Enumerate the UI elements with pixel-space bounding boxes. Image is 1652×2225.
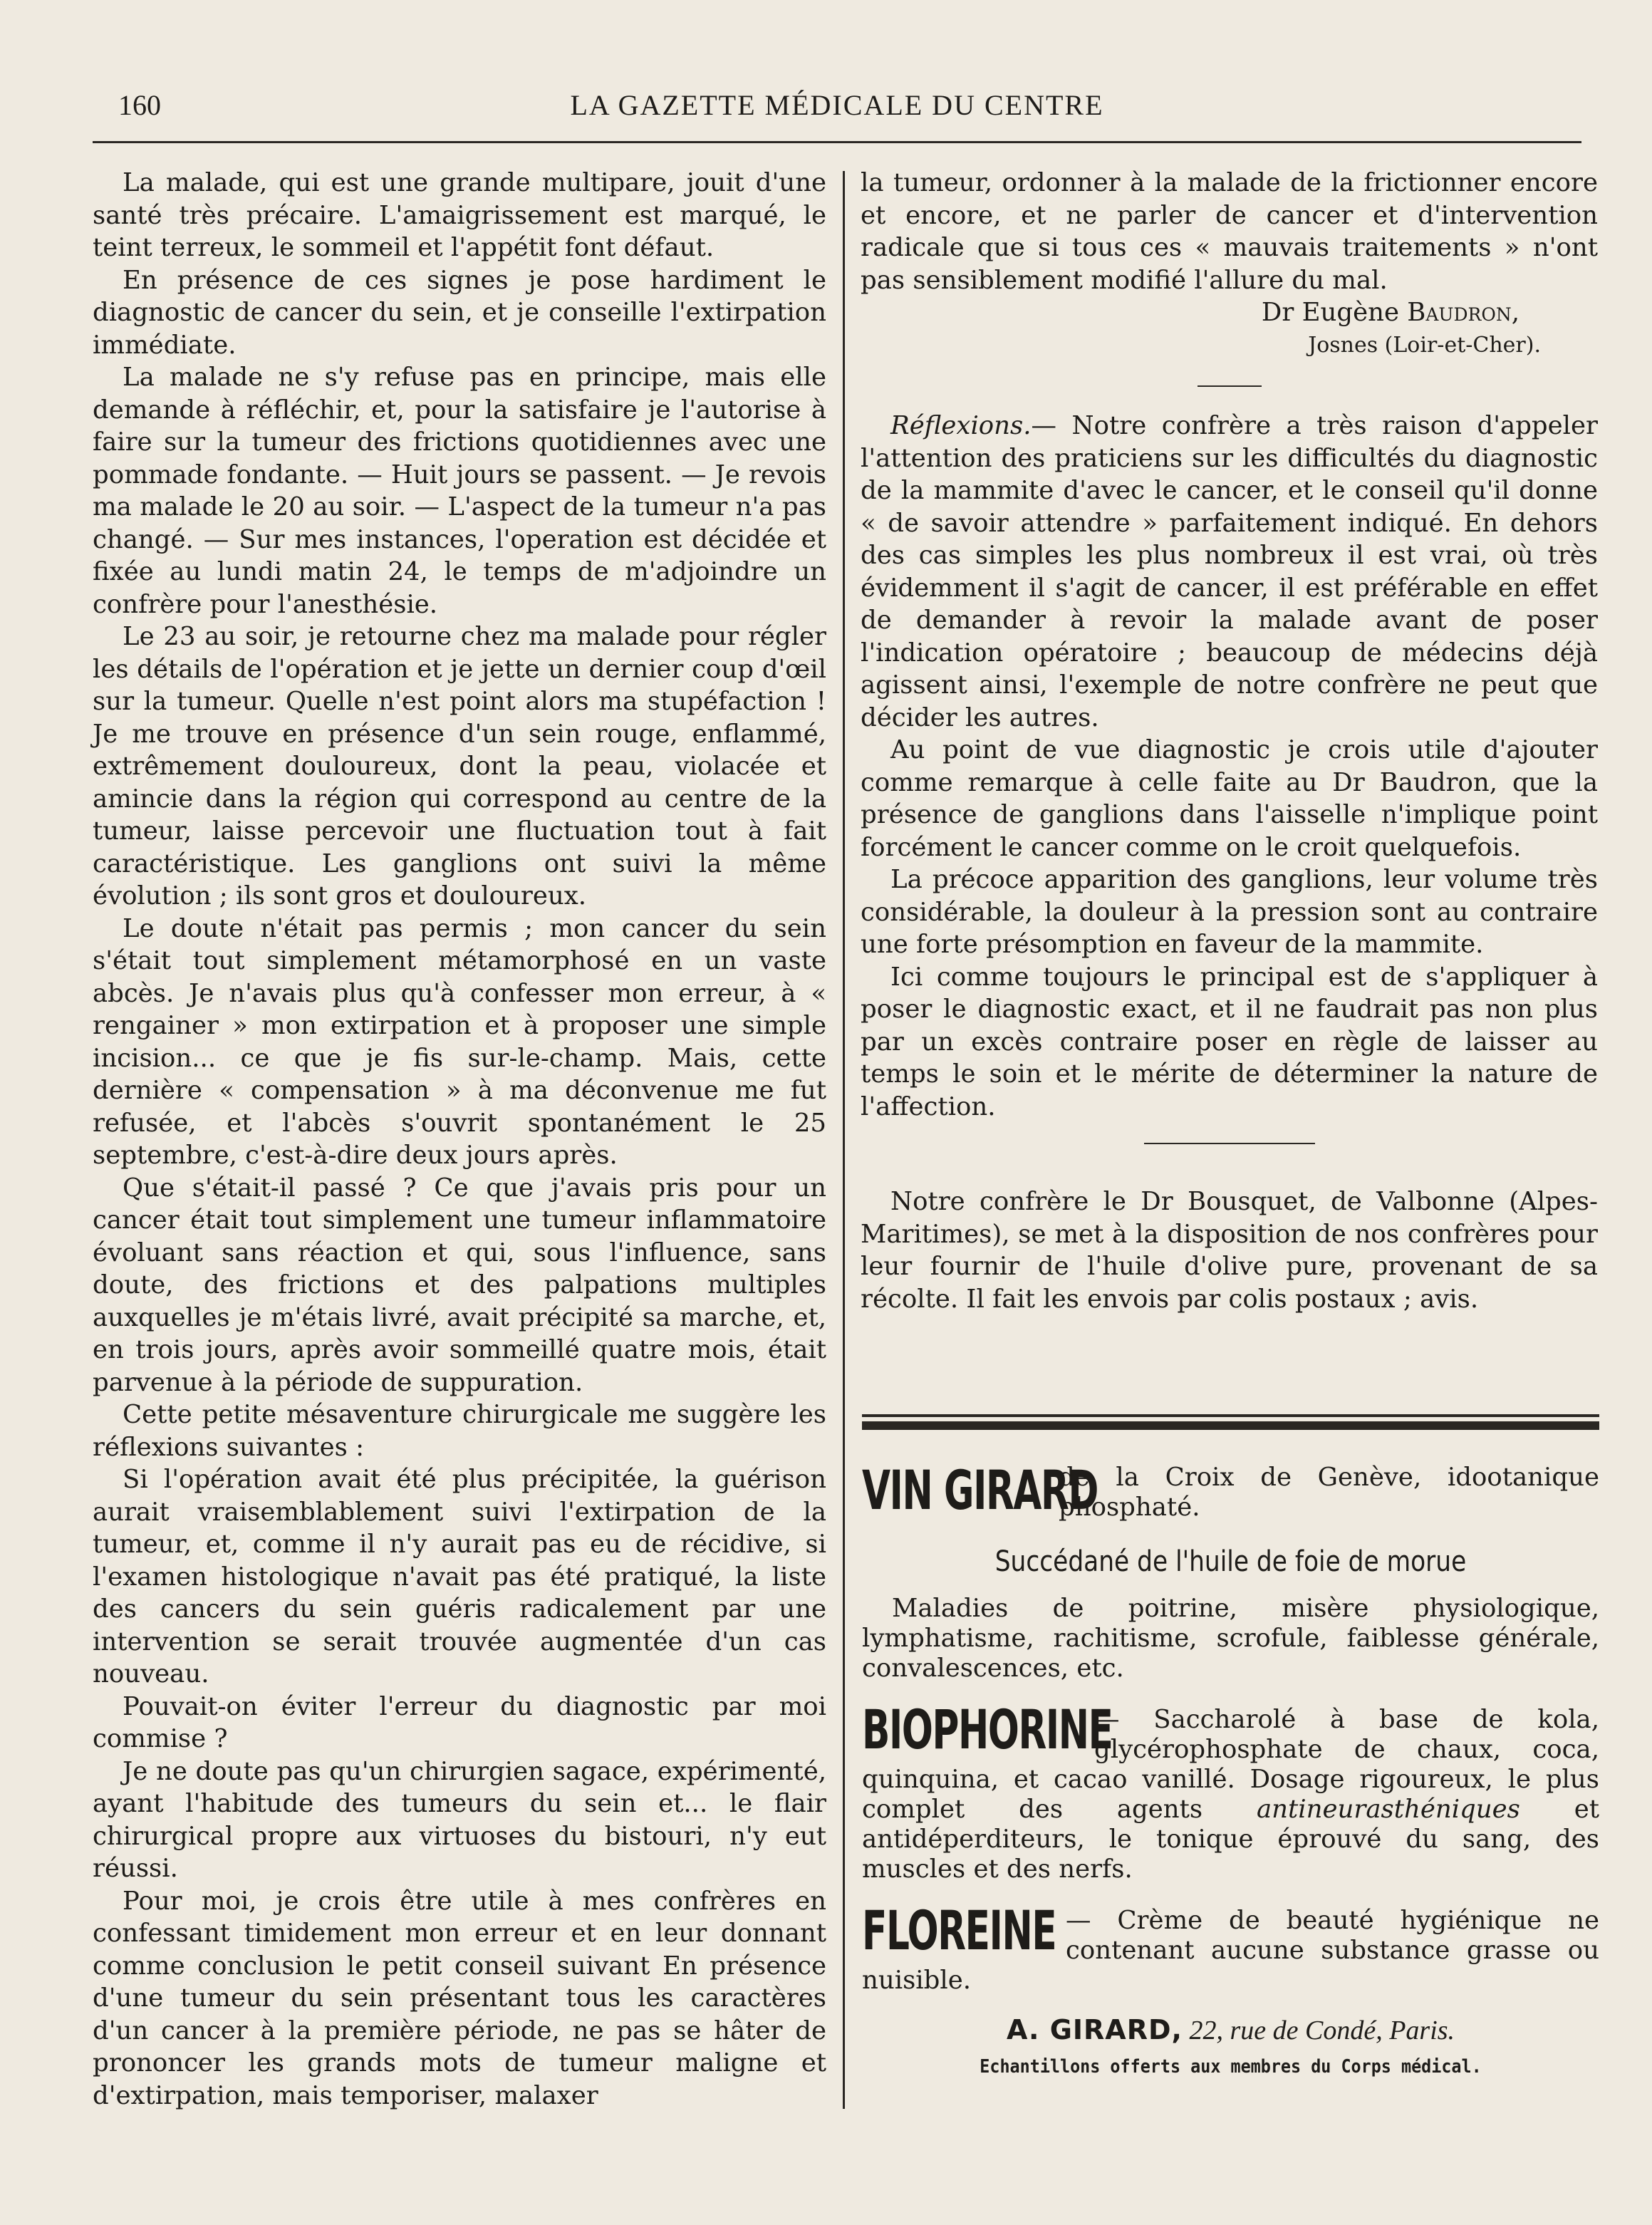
brand-name: VIN GIRARD (862, 1458, 1098, 1522)
journal-title: LA GAZETTE MÉDICALE DU CENTRE (570, 89, 1104, 121)
paragraph: Ici comme toujours le principal est de s'appliquer à poser le diagnostic exact, et il ne faudrait pas non plus par un excès contraire poser en règle de laisser au temps le soin et le mérite de déterminer la nature de l'affection. (861, 962, 1598, 1121)
brand-paragraph (862, 1899, 1599, 1996)
ad-subtitle: Succédané de l'huile de foie de morue (994, 1545, 1467, 1578)
separator-rule (1198, 385, 1262, 387)
paragraph: La malade, qui est une grande multipare, jouit d'une santé très précaire. L'amaigrissement est marqué, le teint terreux, le sommeil et l'appétit font défaut. (93, 168, 826, 262)
paragraph: Le doute n'était pas permis ; mon cancer du sein s'était tout simplement métamorphosé en un vaste abcès. Je n'avais plus qu'à confesser mon erreur, à « rengainer » mon extirpation et à proposer une simple incision... ce que je fis sur-le-champ. Mais, cette dernière « compensation » à ma déconvenue me fut refusée, et l'abcès s'ouvrit spontanément le 25 septembre, c'est-à-dire deux jours après. (93, 913, 826, 1170)
author-signature (861, 296, 1598, 329)
page-header (93, 88, 1581, 131)
header-rule (93, 141, 1581, 143)
author-location: Josnes (Loir-et-Cher). (1308, 332, 1541, 358)
brand-description-end: et antidéperditeurs, le tonique éprouvé du sang, des muscles et des nerfs. (862, 1795, 1599, 1884)
paragraph: Au point de vue diagnostic je crois utile d'ajouter comme remarque à celle faite au Dr Baudron, que la présence de ganglions dans l'aisselle n'implique point forcément le cancer comme on le croit quelquefois. (861, 735, 1598, 862)
signature-prefix: Dr Eugène (1261, 298, 1408, 327)
advertisement (862, 1414, 1599, 2078)
paragraph: La malade ne s'y refuse pas en principe, mais elle demande à réfléchir, et, pour la satisfaire je l'autorise à faire sur la tumeur des frictions quotidiennes avec une pommade fondante. — Huit jours se passent. — Je revois ma malade le 20 au soir. — L'aspect de la tumeur n'a pas changé. — Sur mes instances, l'operation est décidée et fixée au lundi matin 24, le temps de m'adjoindre un confrère pour l'anesthésie. (93, 363, 826, 619)
address-street: 22, rue de Condé, Paris. (1182, 2016, 1455, 2045)
paragraph: Que s'était-il passé ? Ce que j'avais pris pour un cancer était tout simplement une tumeur inflammatoire évoluant sans réaction et qui, sous l'influence, sans doute, des frictions et des palpations multiples auxquelles je m'étais livré, avait précipité sa marche, et, en trois jours, après avoir sommeillé quatre mois, était parvenue à la période de suppuration. (93, 1173, 826, 1397)
paragraph: Cette petite mésaventure chirurgicale me suggère les réflexions suivantes : (93, 1400, 826, 1462)
paragraph: Je ne doute pas qu'un chirurgien sagace, expérimenté, ayant l'habitude des tumeurs du sein et... le flair chirurgical propre aux virtuoses du bistouri, n'y eut réussi. (93, 1756, 826, 1883)
brand-description-emphasis: antineurasthéniques (1256, 1795, 1520, 1824)
notice-paragraph: Notre confrère le Dr Bousquet, de Valbonne (Alpes-Maritimes), se met à la disposition de nos confrères pour leur fournir de l'huile d'olive pure, provenant de sa récolte. Il fait les envois par colis postaux ; avis. (861, 1187, 1598, 1314)
brand-description: — Saccharolé à base de kola, glycérophosphate de chaux, coca, quinquina, et cacao vanillé. Dosage rigoureux, le plus complet des agents (862, 1705, 1599, 1824)
separator-rule (1144, 1143, 1315, 1144)
signature-surname: Baudron, (1407, 298, 1519, 327)
paragraph: Le 23 au soir, je retourne chez ma malade pour régler les détails de l'opération et je jette un dernier coup d'œil sur la tumeur. Quelle n'est point alors ma stupéfaction ! Je me trouve en présence d'un sein rouge, enflammé, extrêmement douloureux, dont la peau, violacée et amincie dans la région qui correspond au centre de la tumeur, laisse percevoir une fluctuation tout à fait caractéristique. Les ganglions ont suivi la même évolution ; ils sont gros et douloureux. (93, 622, 826, 911)
page-number: 160 (118, 89, 161, 121)
paragraph: Pouvait-on éviter l'erreur du diagnostic par moi commise ? (93, 1691, 826, 1753)
brand-name: FLOREINE (862, 1899, 1056, 1962)
brand-paragraph (862, 1698, 1599, 1884)
column-divider (843, 171, 845, 2109)
right-column (861, 167, 1598, 1315)
paragraph: La précoce apparition des ganglions, leur volume très considérable, la douleur à la pression sont au contraire une forte présomption en faveur de la mammite. (861, 865, 1598, 959)
address-name: A. GIRARD, (1006, 2014, 1183, 2045)
ad-top-rule (862, 1414, 1599, 1417)
brand-name: BIOPHORINE (862, 1698, 1113, 1761)
ad-product-biophorine (862, 1698, 1599, 1884)
paragraph: En présence de ces signes je pose hardiment le diagnostic de cancer du sein, et je conseille l'extirpation immédiate. (93, 265, 826, 360)
ad-product-floreine (862, 1899, 1599, 1996)
reflexions-text: — Notre confrère a très raison d'appeler l'attention des praticiens sur les difficultés du diagnostic de la mammite d'avec le cancer, et le conseil qu'il donne « de savoir attendre » parfaitement indiqué. En dehors des cas simples les plus nombreux il est vrai, où très évidemment il s'agit de cancer, il est préférable en effet de demander à revoir la malade avant de poser l'indication opératoire ; beaucoup de médecins déjà agissent ainsi, l'exemple de notre confrère ne peut que décider les autres. (861, 411, 1598, 732)
paragraph: Pour moi, je crois être utile à mes confrères en confessant timidement mon erreur et en leur donnant comme conclusion le petit conseil suivant En présence d'une tumeur du sein présentant tous les caractères d'un cancer à la première période, ne pas se hâter de prononcer les grands mots de tumeur maligne et d'extirpation, mais temporiser, malaxer (93, 1886, 826, 2110)
ad-address (862, 2014, 1599, 2046)
ad-top-bar (862, 1421, 1599, 1430)
paragraph-continuation: la tumeur, ordonner à la malade de la frictionner encore et encore, et ne parler de cancer et d'intervention radicale que si tous ces « mauvais traitements » n'ont pas sensiblement modifié l'allure du mal. (861, 168, 1598, 295)
brand-description: de la Croix de Genève, idootanique phosphaté. (1059, 1463, 1599, 1522)
brand-description: — Crème de beauté hygiénique ne contenant aucune substance grasse ou nuisible. (862, 1906, 1599, 1995)
ad-product-vin-girard (862, 1458, 1599, 1523)
reflexions-label: Réflexions. (890, 411, 1032, 440)
left-column (93, 167, 826, 2112)
ad-indications: Maladies de poitrine, misère physiologique, lymphatisme, rachitisme, scrofule, faiblesse générale, convalescences, etc. (862, 1594, 1599, 1683)
ad-footer: Echantillons offerts aux membres du Corps médical. (980, 2056, 1482, 2078)
reflexions-paragraph (861, 410, 1598, 734)
paragraph: Si l'opération avait été plus précipitée, la guérison aurait vraisemblablement suivi l'extirpation de la tumeur, et, comme il n'y aurait pas eu de récidive, si l'examen histologique n'avait pas été pratiqué, la liste des cancers du sein guéris radicalement par une intervention se serait trouvée augmentée d'un cas nouveau. (93, 1465, 826, 1689)
